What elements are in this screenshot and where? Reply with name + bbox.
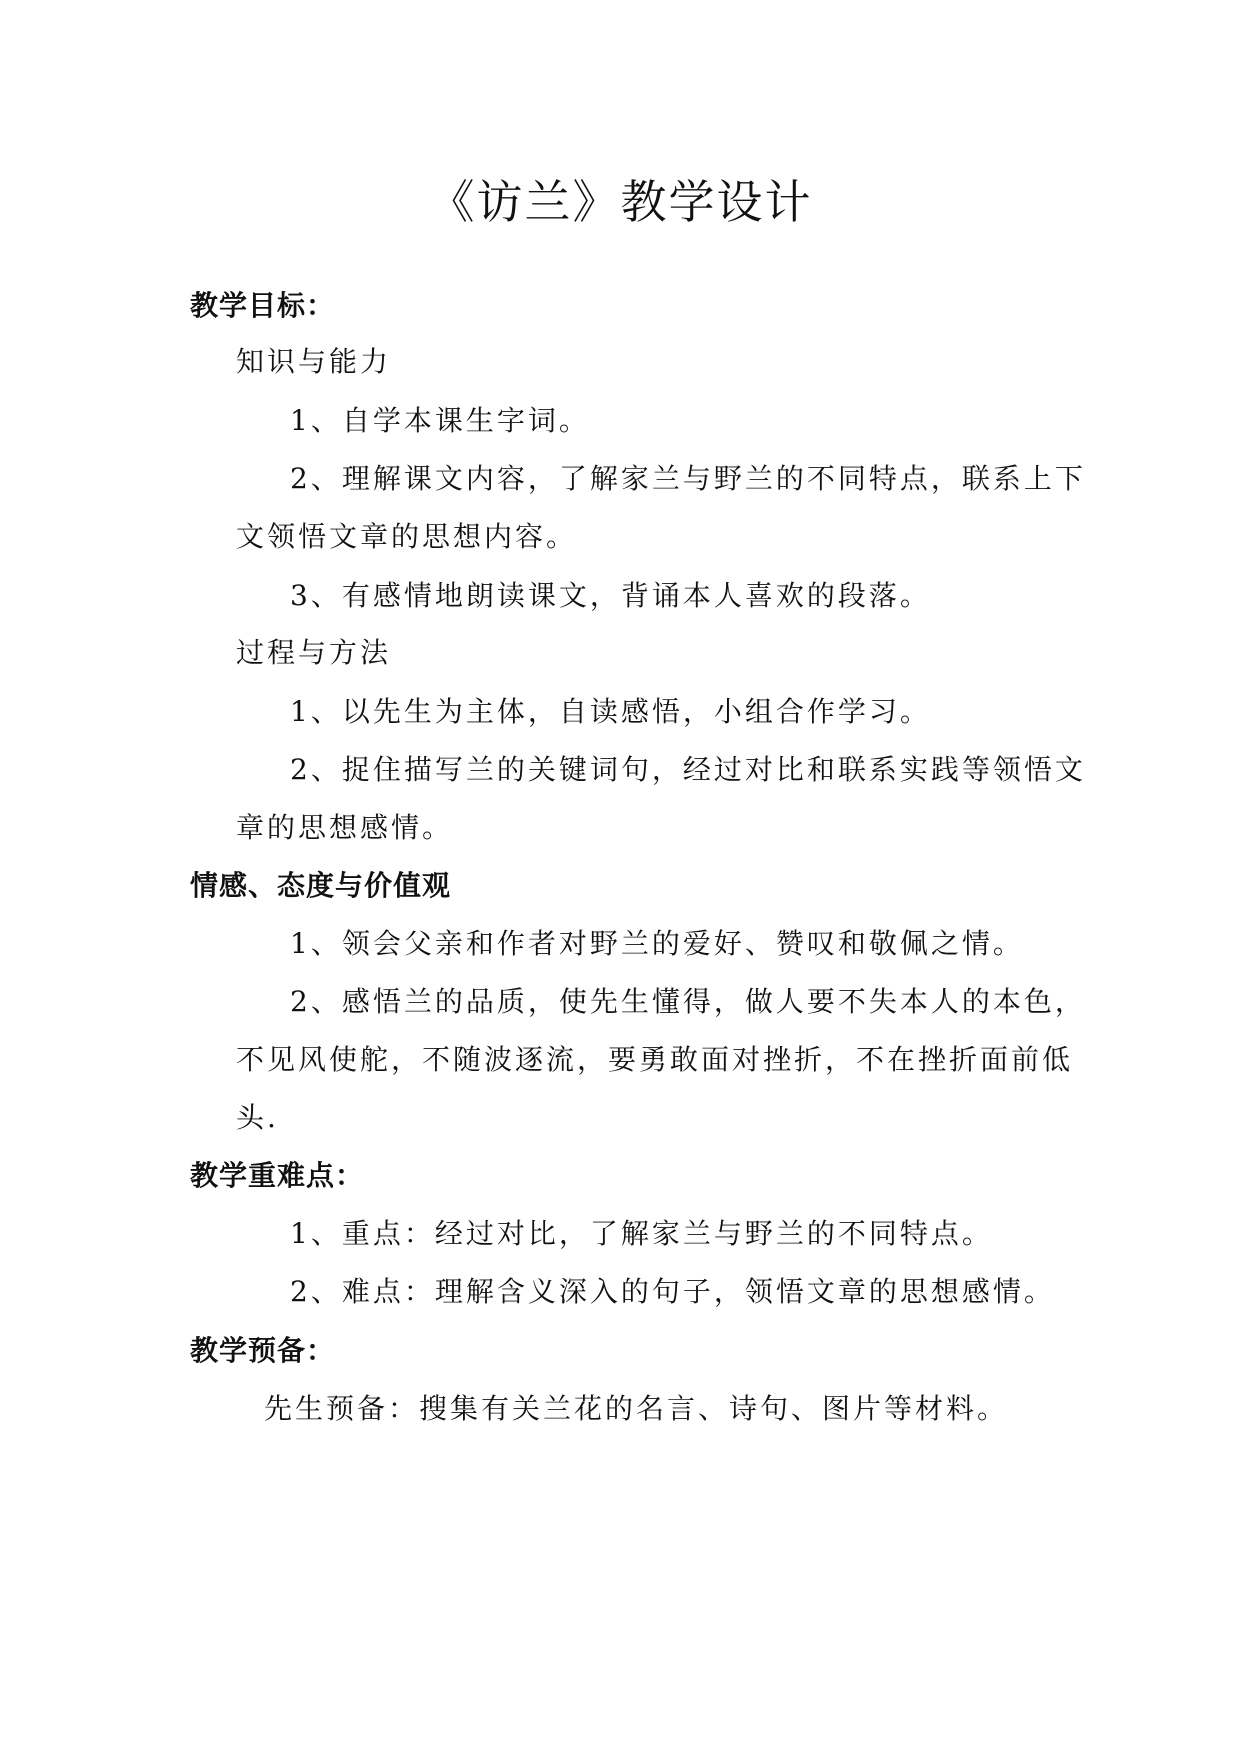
section-heading-emotion: 情感、态度与价值观 <box>190 869 452 902</box>
section-heading-keypoints: 教学重难点： <box>190 1159 365 1192</box>
section-heading-preparation: 教学预备： <box>190 1334 336 1367</box>
section-heading-objectives: 教学目标： <box>190 289 336 322</box>
subheading-knowledge: 知识与能力 <box>236 345 392 378</box>
emotion-item-2-line-1: 2、感悟兰的品质，使先生懂得，做人要不失本人的本色， <box>290 985 1086 1018</box>
page-title: 《访兰》教学设计 <box>428 175 813 229</box>
keypoints-item-2: 2、难点：理解含义深入的句子，领悟文章的思想感情。 <box>290 1275 1055 1308</box>
process-item-1: 1、以先生为主体，自读感悟，小组合作学习。 <box>290 695 931 728</box>
emotion-item-1: 1、领会父亲和作者对野兰的爱好、赞叹和敬佩之情。 <box>290 927 1024 960</box>
emotion-item-2-line-2: 不见风使舵，不随波逐流，要勇敢面对挫折，不在挫折面前低 <box>236 1043 1074 1076</box>
knowledge-item-3: 3、有感情地朗读课文，背诵本人喜欢的段落。 <box>290 579 931 612</box>
emotion-item-2-line-3: 头. <box>236 1101 279 1134</box>
keypoints-item-1: 1、重点：经过对比，了解家兰与野兰的不同特点。 <box>290 1217 993 1250</box>
process-item-2-line-2: 章的思想感情。 <box>236 811 454 844</box>
preparation-item-1: 先生预备：搜集有关兰花的名言、诗句、图片等材料。 <box>264 1392 1009 1425</box>
knowledge-item-1: 1、自学本课生字词。 <box>290 404 590 437</box>
knowledge-item-2-line-1: 2、理解课文内容，了解家兰与野兰的不同特点，联系上下 <box>290 462 1086 495</box>
knowledge-item-2-line-2: 文领悟文章的思想内容。 <box>236 520 578 553</box>
subheading-process: 过程与方法 <box>236 636 392 669</box>
process-item-2-line-1: 2、捉住描写兰的关键词句，经过对比和联系实践等领悟文 <box>290 753 1086 786</box>
